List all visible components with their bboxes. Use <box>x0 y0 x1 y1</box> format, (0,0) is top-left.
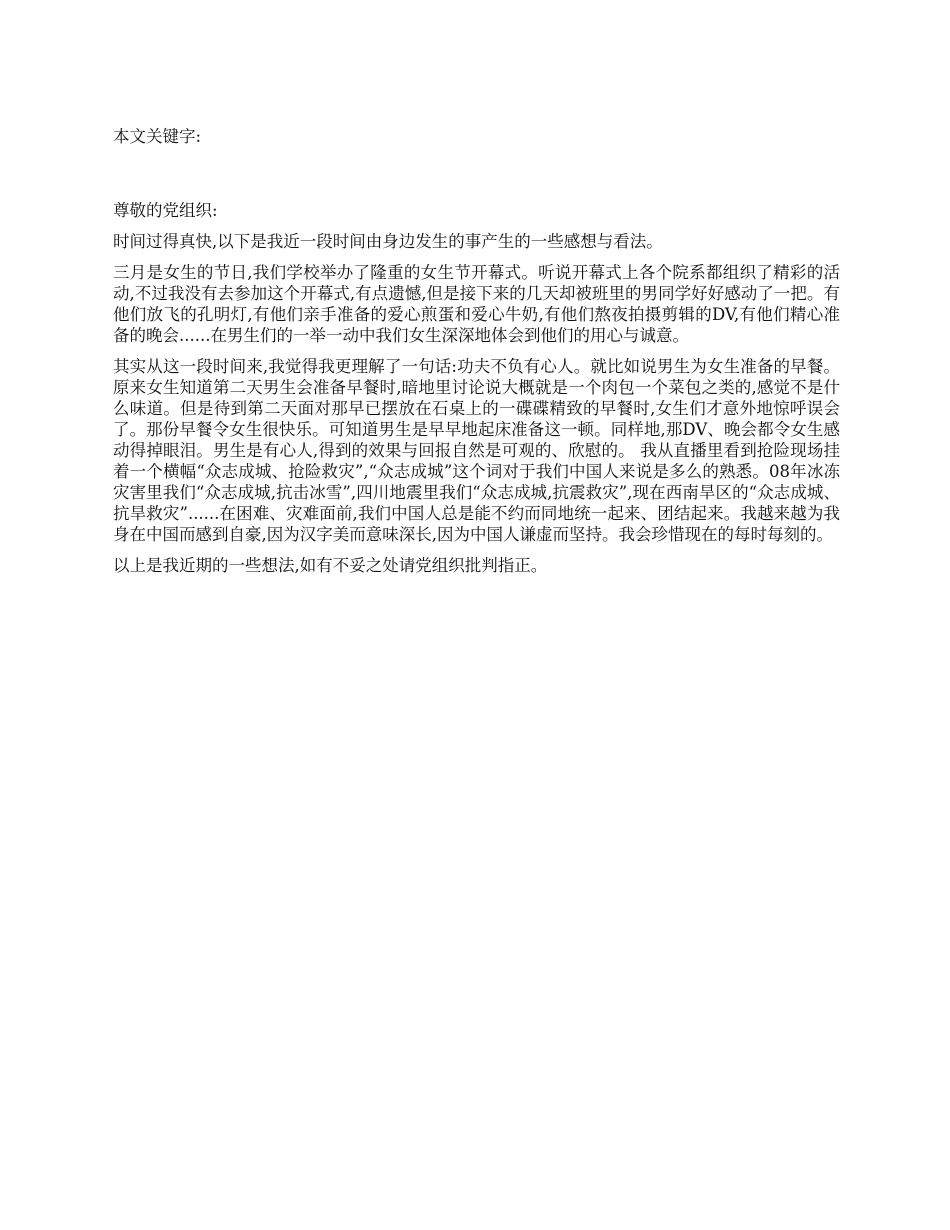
salutation: 尊敬的党组织: <box>113 201 218 220</box>
paragraph-reflection: 其实从这一段时间来,我觉得我更理解了一句话:功夫不负有心人。就比如说男生为女生准备的早餐。原来女生知道第二天男生会准备早餐时,暗地里讨论说大概就是一个肉包一个菜包之类的,感觉不是什么味道。但是待到第二天面对那早已摆放在石桌上的一碟碟精致的早餐时,女生们才意外地惊呼误会了。那份早餐令女生很快乐。可知道男生是早早地起床准备这一顿。同样地,那DV、晚会都令女生感动得掉眼泪。男生是有心人,得到的效果与回报自然是可观的、欣慰的。 我从直播里看到抢险现场挂着一个横幅“众志成城、抢险救灾”,“众志成城”这个词对于我们中国人来说是多么的熟悉。08年冰冻灾害里我们“众志成城,抗击冰雪”,四川地震里我们“众志成城,抗震救灾”,现在西南旱区的“众志成城、抗旱救灾”......在困难、灾难面前,我们中国人总是能不约而同地统一起来、团结起来。我越来越为我身在中国而感到自豪,因为汉字美而意味深长,因为中国人谦虚而坚持。我会珍惜现在的每时每刻的。 <box>113 357 840 544</box>
paragraph-closing: 以上是我近期的一些想法,如有不妥之处请党组织批判指正。 <box>113 556 548 575</box>
document-page <box>113 126 840 576</box>
paragraph-intro: 时间过得真快,以下是我近一段时间由身边发生的事产生的一些感想与看法。 <box>113 232 663 251</box>
paragraph-womens-day: 三月是女生的节日,我们学校举办了隆重的女生节开幕式。听说开幕式上各个院系都组织了精彩的活动,不过我没有去参加这个开幕式,有点遗憾,但是接下来的几天却被班里的男同学好好感动了一把。有他们放飞的孔明灯,有他们亲手准备的爱心煎蛋和爱心牛奶,有他们熬夜拍摄剪辑的DV,有他们精心准备的晚会......在男生们的一举一动中我们女生深深地体会到他们的用心与诚意。 <box>113 263 840 345</box>
keywords-label: 本文关键字: <box>113 127 202 146</box>
